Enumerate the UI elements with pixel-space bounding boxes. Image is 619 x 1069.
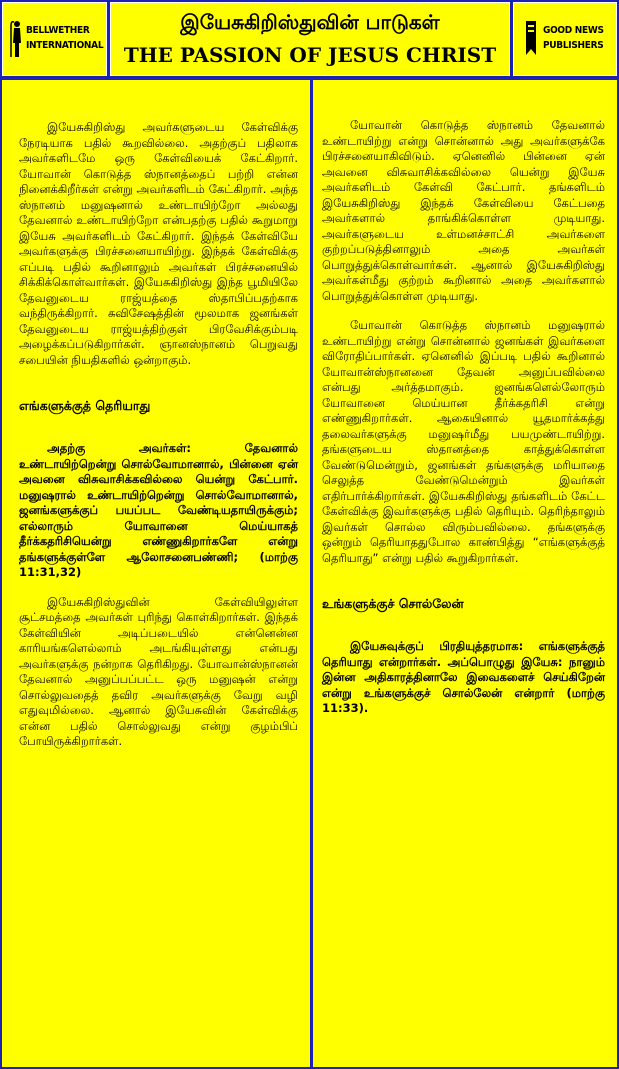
logo-line1: GOOD NEWS <box>543 25 604 36</box>
scripture-quote-mark-11-33: இயேசுவுக்குப் பிரதியுத்தரமாக: எங்களுக்குத் தெரியாது என்றார்கள். அப்பொழுது இயேசு: நானும் இன்ன அதிகாரத்தினாலே இவைகளைச் செய்கிறேன் என்று உங்களுக்குச் சொல்லேன் என்றார் (மாற்கு 11:33). <box>322 639 605 715</box>
left-paragraph-1: இயேசுகிறிஸ்து அவர்களுடைய கேள்விக்கு நேரடியாக பதில் கூறவில்லை. அதற்குப் பதிலாக அவர்களிடமே ஒரு கேள்வியைக் கேட்கிறார். யோவான் கொடுத்த ஸ்நானத்தைப் பற்றி என்ன நினைக்கிறீர்கள் என்று அவர்களிடம் கேட்கிறார். அந்த ஸ்நானம் மனுஷனால் உண்டாயிற்றோ அல்லது தேவனால் உண்டாயிற்றோ என்பதற்கு பதில் கூறுமாறு இயேசு அவர்களிடம் கேட்கிறார். இந்தக் கேள்வியே அவர்களுக்கு பிரச்சனையாயிற்று. இந்தக் கேள்விக்கு எப்படி பதில் கூறினாலும் அவர்கள் பிரச்சனையில் சிக்கிக்கொள்வார்கள். இயேசுகிறிஸ்து இந்த பூமியிலே தேவனுடைய ராஜ்யத்தை ஸ்தாபிப்பதற்காக வந்திருக்கிறார். சுவிசேஷத்தின் மூலமாக ஜனங்கள் தேவனுடைய ராஜ்யத்திற்குள் பிரவேசிக்கும்படி அழைக்கப்படுகிறார்கள். ஞானஸ்நானம் பெறுவது சபையின் நியதிகளில் ஒன்றாகும். <box>19 120 298 367</box>
shepherd-figure-icon <box>9 19 23 59</box>
right-paragraph-2: யோவான் கொடுத்த ஸ்நானம் மனுஷரால் உண்டாயிற்று என்று சொன்னால் ஜனங்கள் இவர்களை விரோதிப்பார்கள். ஏனெனில் இப்படி பதில் கூறினால் யோவான்ஸ்நானனை தேவன் அனுப்பவில்லை என்பது அர்த்தமாகும். ஜனங்களெல்லோரும் யோவானை மெய்யான தீர்க்கதரிசி என்று எண்ணுகிறார்கள். ஆகையினால் யூதமார்க்கத்து தலைவர்களுக்கு மனுஷர்மீது பயமுண்டாயிற்று. தங்களுடைய ஸ்தானத்தை காத்துக்கொள்ள வேண்டுமென்றும், ஜனங்கள் தங்களுக்கு மரியாதை செலுத்த வேண்டுமென்றும் இவர்கள் எதிர்பார்க்கிறார்கள். இயேசுகிறிஸ்து தங்களிடம் கேட்ட கேள்விக்கு இவர்களுக்கு பதில் தெரியும். தெரிந்தாலும் இவர்கள் சொல்ல விரும்பவில்லை. தங்களுக்கு ஒன்றும் தெரியாததுபோல காண்பித்து “எங்களுக்குத் தெரியாது” என்று பதில் கூறுகிறார்கள். <box>322 318 605 565</box>
right-column <box>313 80 617 1067</box>
bookmark-figure-icon <box>524 19 538 59</box>
logo-line2: PUBLISHERS <box>543 40 604 51</box>
right-paragraph-1: யோவான் கொடுத்த ஸ்நானம் தேவனால் உண்டாயிற்று என்று சொன்னால் அது அவர்களுக்கே பிரச்சனையாகிவிடும். ஏனெனில் பின்னை ஏன் அவனை விசுவாசிக்கவில்லை யென்று இயேசு அவர்களிடம் கேள்வி கேட்பார். தங்களிடம் இயேசுகிறிஸ்து இந்தக் கேள்வியை கேட்பதை அவர்களால் தாங்கிக்கொள்ள முடியாது. அவர்களுடைய உள்மனச்சாட்சி அவர்களை குற்றப்படுத்தினாலும் அதை அவர்கள் பொறுத்துக்கொள்வார்கள். ஆனால் இயேசுகிறிஸ்து அவர்கள்மீது குற்றம் கூறினால் அதை அவர்களால் பொறுத்துக்கொள்ள முடியாது. <box>322 118 605 303</box>
bellwether-logo <box>2 2 107 76</box>
title-tamil: இயேசுகிறிஸ்துவின் பாடுகள் <box>180 10 440 34</box>
good-news-logo <box>513 2 617 76</box>
section-heading-i-wont-tell: உங்களுக்குச் சொல்லேன் <box>322 596 464 611</box>
page-header <box>2 2 617 78</box>
left-paragraph-2: இயேசுகிறிஸ்துவின் கேள்வியிலுள்ள சூட்சமத்தை அவர்கள் புரிந்து கொள்கிறார்கள். இந்தக் கேள்வியின் அடிப்படையில் என்னென்ன காரியங்களெல்லாம் அடங்கியுள்ளது என்பது அவர்களுக்கு நன்றாக தெரிகிறது. யோவான்ஸ்நானன் தேவனால் அனுப்பப்பட்ட ஒரு மனுஷன் என்று சொல்லுவதைத் தவிர அவர்களுக்கு வேறு வழி எதுவுமில்லை. ஆனால் இயேசுவின் கேள்விக்கு என்ன பதில் சொல்லுவது என்று குழம்பிப் போயிருக்கிறார்கள். <box>19 594 298 748</box>
scripture-quote-mark-11-31: அதற்கு அவர்கள்: தேவனால் உண்டாயிற்றென்று சொல்வோமானால், பின்னை ஏன் அவனை விசுவாசிக்கவில்லை யென்று கேட்பார். மனுஷரால் உண்டாயிற்றென்று சொல்வோமானால், ஜனங்களுக்குப் பயப்பட வேண்டியதாயிருக்கும்; எல்லாரும் யோவானை மெய்யாகத் தீர்க்கதரிசியென்று எண்ணுகிறார்களே என்று தங்களுக்குள்ளே ஆலோசனைபண்ணி; (மாற்கு 11:31,32) <box>19 441 298 579</box>
logo-line2: INTERNATIONAL <box>26 40 104 51</box>
section-heading-we-dont-know: எங்களுக்குத் தெரியாது <box>19 398 151 413</box>
title-english: THE PASSION OF JESUS CHRIST <box>123 43 497 67</box>
logo-line1: BELLWETHER <box>26 25 90 36</box>
title-box <box>110 2 510 76</box>
left-column <box>2 80 310 1067</box>
